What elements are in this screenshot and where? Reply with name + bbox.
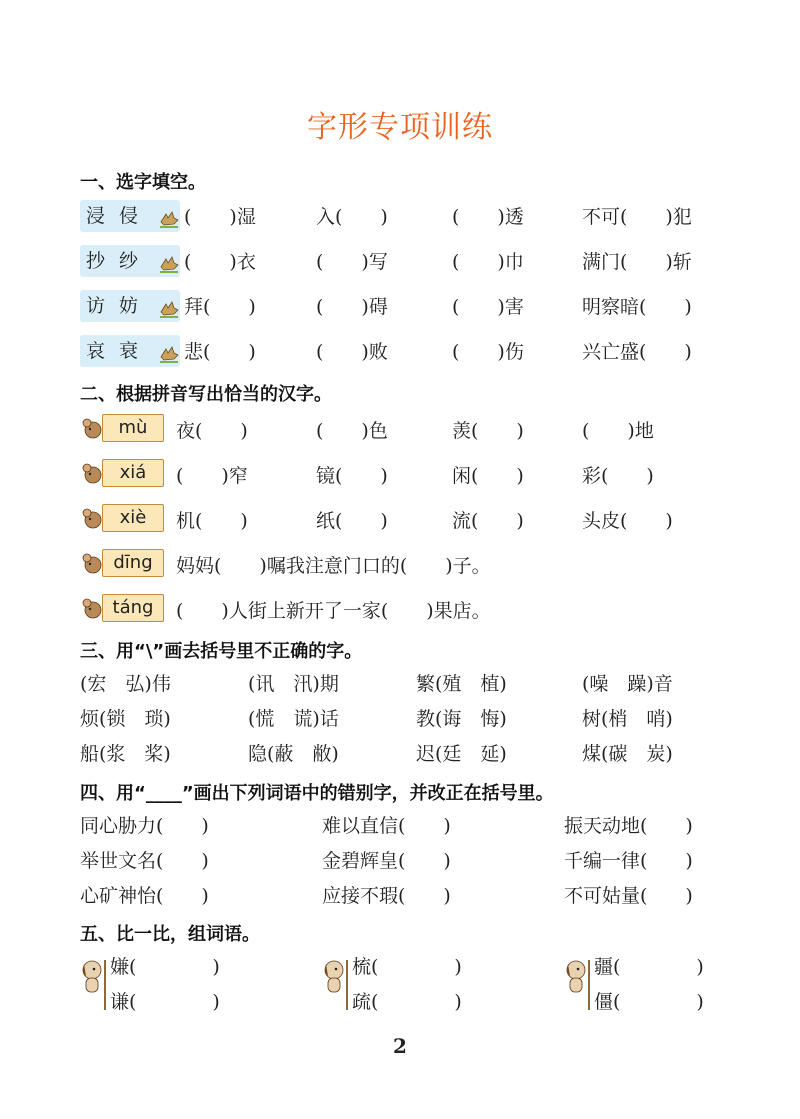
fill-item: ( )地	[582, 420, 654, 442]
char-pair: 访妨	[86, 295, 153, 317]
part1-row-2	[80, 245, 720, 279]
pinyin-tag	[80, 414, 164, 442]
fill-item: 拜( )	[184, 296, 256, 318]
fill-item: 满门( )斩	[582, 251, 692, 273]
correction-item: 同心胁力( )	[80, 815, 209, 837]
fill-item: 头皮( )	[582, 510, 673, 532]
section-2-heading: 二、根据拼音写出恰当的汉字。	[80, 384, 332, 405]
part5-row	[80, 950, 720, 1022]
choice-item: 隐(蔽 敝)	[248, 743, 339, 765]
char-pair: 哀衰	[86, 340, 153, 362]
part2-row-3	[80, 504, 720, 538]
part1-row-3	[80, 290, 720, 324]
part2-row-4	[80, 549, 720, 583]
choice-item: 迟(廷 延)	[416, 743, 507, 765]
fill-item: 机( )	[176, 510, 248, 532]
choice-item: 船(浆 桨)	[80, 743, 171, 765]
compare-item: 疆( )	[594, 956, 704, 978]
fill-item: ( )败	[316, 341, 388, 363]
fill-item: ( )伤	[452, 341, 524, 363]
correction-item: 心矿神怡( )	[80, 885, 209, 907]
pinyin-tag	[80, 504, 164, 532]
fill-item: 不可( )犯	[582, 206, 692, 228]
fill-item: 夜( )	[176, 420, 248, 442]
compare-item: 嫌( )	[110, 956, 220, 978]
char-pair: 抄纱	[86, 250, 153, 272]
char-pair-box	[80, 245, 180, 277]
part1-row-1	[80, 200, 720, 234]
part3-row-1	[80, 667, 720, 701]
choice-item: 烦(锁 琐)	[80, 708, 171, 730]
choice-item: 煤(碳 炭)	[582, 743, 673, 765]
part4-row-1	[80, 809, 720, 843]
correction-item: 金碧辉皇( )	[322, 850, 451, 872]
part2-row-2	[80, 459, 720, 493]
correction-item: 难以直信( )	[322, 815, 451, 837]
fill-item: 流( )	[452, 510, 524, 532]
part3-row-3	[80, 737, 720, 771]
choice-item: 树(梢 哨)	[582, 708, 673, 730]
fill-item: 镜( )	[316, 465, 388, 487]
compare-item: 谦( )	[110, 991, 220, 1013]
char-pair: 浸侵	[86, 205, 153, 227]
fill-item: ( )写	[316, 251, 388, 273]
fill-item: 悲( )	[184, 341, 256, 363]
pinyin-label: dīng	[102, 549, 164, 577]
fill-sentence: 妈妈( )嘱我注意门口的( )子。	[176, 555, 491, 577]
pinyin-label: táng	[102, 594, 164, 622]
fill-item: 明察暗( )	[582, 296, 692, 318]
section-5-heading: 五、比一比，组词语。	[80, 924, 260, 945]
choice-item: (讯 汛)期	[248, 673, 339, 695]
correction-item: 举世文名( )	[80, 850, 209, 872]
fill-item: 兴亡盛( )	[582, 341, 692, 363]
page-title: 字形专项训练	[307, 110, 493, 145]
fill-item: 入( )	[316, 206, 388, 228]
puppy-icon	[322, 956, 350, 1012]
section-1-heading: 一、选字填空。	[80, 172, 206, 193]
fill-item: ( )色	[316, 420, 388, 442]
pinyin-label: mù	[102, 414, 164, 442]
puppy-icon	[80, 956, 108, 1012]
deer-icon	[158, 253, 180, 273]
fill-item: ( )碍	[316, 296, 388, 318]
fill-item: ( )衣	[184, 251, 256, 273]
correction-item: 应接不瑕( )	[322, 885, 451, 907]
fill-item: ( )窄	[176, 465, 248, 487]
deer-icon	[158, 298, 180, 318]
choice-item: (噪 躁)音	[582, 673, 673, 695]
pinyin-label: xiè	[102, 504, 164, 532]
compare-item: 疏( )	[352, 991, 462, 1013]
part1-row-4	[80, 335, 720, 369]
part4-row-2	[80, 844, 720, 878]
pinyin-tag	[80, 594, 164, 622]
deer-icon	[158, 208, 180, 228]
choice-item: 教(诲 悔)	[416, 708, 507, 730]
section-4-heading: 四、用“____”画出下列词语中的错别字，并改正在括号里。	[80, 783, 554, 804]
pinyin-label: xiá	[102, 459, 164, 487]
correction-item: 千编一律( )	[564, 850, 693, 872]
char-pair-box	[80, 335, 180, 367]
pinyin-tag	[80, 459, 164, 487]
compare-item: 僵( )	[594, 991, 704, 1013]
char-pair-box	[80, 200, 180, 232]
part2-row-1	[80, 414, 720, 448]
correction-item: 振天动地( )	[564, 815, 693, 837]
fill-item: ( )透	[452, 206, 524, 228]
section-3-heading: 三、用“\”画去括号里不正确的字。	[80, 641, 363, 662]
page-number: 2	[393, 1034, 407, 1058]
choice-item: 繁(殖 植)	[416, 673, 507, 695]
fill-item: 羡( )	[452, 420, 524, 442]
choice-item: (宏 弘)伟	[80, 673, 171, 695]
fill-item: 纸( )	[316, 510, 388, 532]
fill-item: 闲( )	[452, 465, 524, 487]
choice-item: (慌 谎)话	[248, 708, 339, 730]
pinyin-tag	[80, 549, 164, 577]
fill-item: ( )害	[452, 296, 524, 318]
fill-item: ( )巾	[452, 251, 524, 273]
char-pair-box	[80, 290, 180, 322]
correction-item: 不可姑量( )	[564, 885, 693, 907]
part3-row-2	[80, 702, 720, 736]
deer-icon	[158, 343, 180, 363]
fill-item: 彩( )	[582, 465, 654, 487]
fill-item: ( )湿	[184, 206, 256, 228]
compare-item: 梳( )	[352, 956, 462, 978]
puppy-icon	[564, 956, 592, 1012]
part2-row-5	[80, 594, 720, 628]
part4-row-3	[80, 879, 720, 913]
fill-sentence: ( )人街上新开了一家( )果店。	[176, 600, 491, 622]
